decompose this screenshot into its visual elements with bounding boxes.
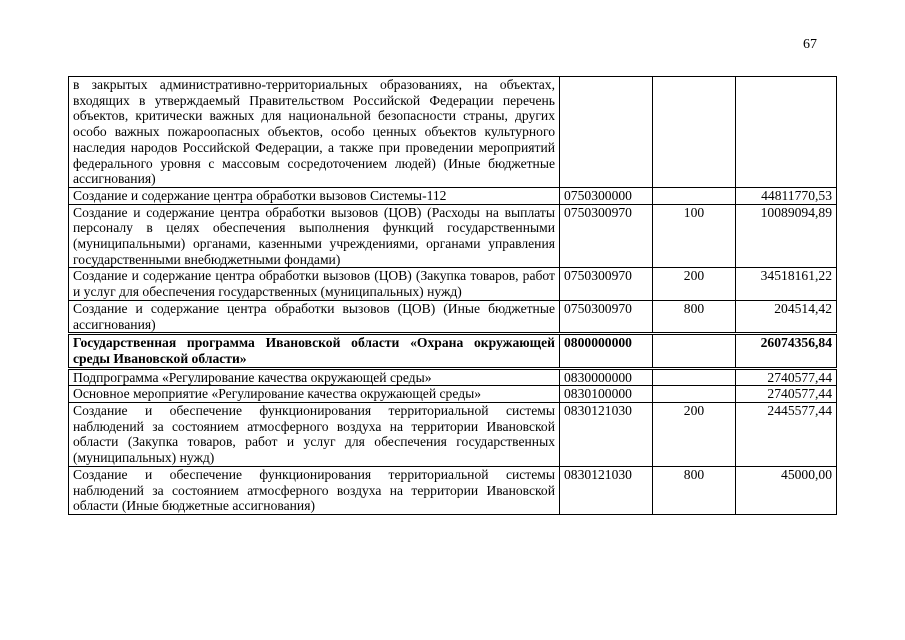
table-row [69, 386, 837, 403]
table-row-program [69, 334, 837, 368]
expense-name-cell: Основное мероприятие «Регулирование качества окружающей среды» [69, 386, 560, 403]
expense-type-cell [653, 187, 736, 204]
expense-name-cell: Создание и содержание центра обработки вызовов Системы-112 [69, 187, 560, 204]
expense-name-cell: Создание и содержание центра обработки вызовов (ЦОВ) (Иные бюджетные ассигнования) [69, 300, 560, 333]
target-code-cell: 0750300970 [560, 268, 653, 300]
amount-cell: 34518161,22 [736, 268, 837, 300]
expense-type-cell [653, 386, 736, 403]
expense-type-cell [653, 334, 736, 368]
amount-cell: 45000,00 [736, 466, 837, 514]
table-row [69, 77, 837, 188]
amount-cell: 10089094,89 [736, 204, 837, 268]
expense-name-cell: Создание и обеспечение функционирования территориальной системы наблюдений за состоянием атмосферного воздуха на территории Ивановской области (Закупка товаров, работ и услуг для обеспечения государственных (муниципальных) нужд) [69, 403, 560, 467]
table-row [69, 300, 837, 333]
target-code-cell: 0830121030 [560, 466, 653, 514]
target-code-cell: 0750300970 [560, 204, 653, 268]
target-code-cell: 0750300970 [560, 300, 653, 333]
expense-type-cell: 100 [653, 204, 736, 268]
amount-cell: 2445577,44 [736, 403, 837, 467]
target-code-cell: 0830121030 [560, 403, 653, 467]
amount-cell [736, 77, 837, 188]
expense-name-cell: Создание и обеспечение функционирования территориальной системы наблюдений за состоянием атмосферного воздуха на территории Ивановской области (Иные бюджетные ассигнования) [69, 466, 560, 514]
target-code-cell: 0800000000 [560, 334, 653, 368]
expense-name-cell: Создание и содержание центра обработки вызовов (ЦОВ) (Расходы на выплаты персоналу в целях обеспечения выполнения функций государственными (муниципальными) органами, казенными учреждениями, органами управления государственными внебюджетными фондами) [69, 204, 560, 268]
amount-cell: 204514,42 [736, 300, 837, 333]
expense-type-cell: 200 [653, 403, 736, 467]
table-row [69, 466, 837, 514]
expense-type-cell: 800 [653, 466, 736, 514]
page-number: 67 [803, 37, 817, 52]
amount-cell: 44811770,53 [736, 187, 837, 204]
table-row [69, 204, 837, 268]
table-row [69, 368, 837, 386]
amount-cell: 26074356,84 [736, 334, 837, 368]
table-row [69, 187, 837, 204]
target-code-cell: 0830100000 [560, 386, 653, 403]
expense-name-cell: Государственная программа Ивановской области «Охрана окружающей среды Ивановской области» [69, 334, 560, 368]
expense-type-cell: 200 [653, 268, 736, 300]
table-row [69, 268, 837, 300]
amount-cell: 2740577,44 [736, 386, 837, 403]
target-code-cell [560, 77, 653, 188]
expense-name-cell: Создание и содержание центра обработки вызовов (ЦОВ) (Закупка товаров, работ и услуг для обеспечения государственных (муниципальных) нужд) [69, 268, 560, 300]
budget-table [68, 76, 837, 515]
expense-type-cell [653, 77, 736, 188]
expense-type-cell [653, 368, 736, 386]
amount-cell: 2740577,44 [736, 368, 837, 386]
expense-type-cell: 800 [653, 300, 736, 333]
table-row [69, 403, 837, 467]
target-code-cell: 0750300000 [560, 187, 653, 204]
target-code-cell: 0830000000 [560, 368, 653, 386]
expense-name-cell: Подпрограмма «Регулирование качества окружающей среды» [69, 368, 560, 386]
expense-name-cell: в закрытых административно-территориальных образованиях, на объектах, входящих в утверждаемый Правительством Российской Федерации перечень объектов, критически важных для национальной безопасности страны, других особо важных пожароопасных объектов, особо ценных объектов культурного наследия народов Российской Федерации, а также при проведении мероприятий федерального уровня с массовым сосредоточением людей) (Иные бюджетные ассигнования) [69, 77, 560, 188]
